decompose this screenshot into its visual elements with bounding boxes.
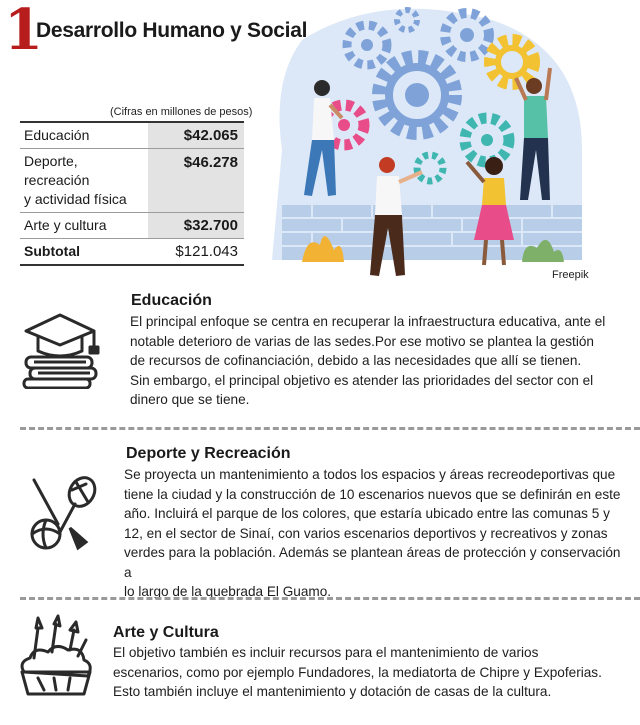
row-label [20, 149, 148, 213]
body-line: El objetivo también es incluir recursos para el mantenimiento de varios [113, 645, 539, 660]
body-line: año. Incluirá el parque de los colores, que estaría ubicado entre las comunas 5 y [124, 506, 610, 521]
section-body-educacion [130, 312, 620, 410]
section-divider [20, 597, 640, 600]
section-title-educacion: Educación [131, 292, 212, 309]
body-line: escenarios, como por ejemplo Fundadores, la mediatorta de Chipre y Expoferias. [113, 664, 602, 680]
body-line: El principal enfoque se centra en recuperar la infraestructura educativa, ante el [130, 314, 606, 329]
body-line: Esto también incluye el mantenimiento y dotación de casas de la cultura. [113, 684, 552, 699]
row-label: Educación [20, 122, 148, 149]
row-label: Subtotal [20, 239, 148, 266]
body-line: tiene la ciudad y la construcción de 10 escenarios nuevos que se definirán en este [124, 486, 621, 502]
section-body-arte [113, 643, 628, 702]
row-value: $42.065 [148, 122, 244, 149]
row-value: $32.700 [148, 213, 244, 239]
image-credit: Freepik [552, 269, 589, 281]
body-line: lo largo de la quebrada El Guamo. [124, 584, 332, 599]
section-title-arte: Arte y Cultura [113, 624, 219, 641]
row-label: Arte y cultura [20, 213, 148, 239]
table-row [20, 149, 244, 213]
graduation-cap-books-icon [20, 305, 102, 389]
table-row [20, 122, 244, 149]
budget-table [20, 121, 244, 266]
body-line: Sin embargo, el principal objetivo es atender las prioridades del sector con el [130, 372, 594, 388]
row-label-line: y actividad física [24, 191, 127, 207]
body-line: notable deterioro de varias de las sedes.Por ese motivo se plantea la gestión [130, 333, 594, 349]
body-line: verdes para la población. Además se plantean áreas de protección y conservación a [124, 545, 621, 580]
row-label-line: Deporte, recreación [24, 153, 90, 188]
section-number: 1 [4, 0, 43, 63]
body-line: 12, en el sector de Sinaí, con varios escenarios deportivos y recreativos y zonas [124, 525, 608, 541]
table-row-subtotal [20, 239, 244, 266]
row-value: $121.043 [148, 239, 244, 266]
table-row [20, 213, 244, 239]
section-divider [20, 427, 640, 430]
units-note: (Cifras en millones de pesos) [110, 106, 253, 118]
section-title-deporte: Deporte y Recreación [126, 445, 291, 462]
art-brushes-icon [14, 614, 96, 700]
row-value: $46.278 [148, 149, 244, 213]
page-title: Desarrollo Humano y Social [36, 19, 308, 42]
sports-equipment-icon [20, 472, 102, 554]
section-body-deporte [124, 465, 629, 602]
body-line: Se proyecta un mantenimiento a todos los espacios y áreas recreodeportivas que [124, 467, 616, 482]
body-line: dinero que se tiene. [130, 392, 250, 407]
body-line: de recursos de cofinanciación, debido a las necesidades que allí se tienen. [130, 353, 582, 368]
people-assembling-gears-illustration [262, 0, 598, 290]
